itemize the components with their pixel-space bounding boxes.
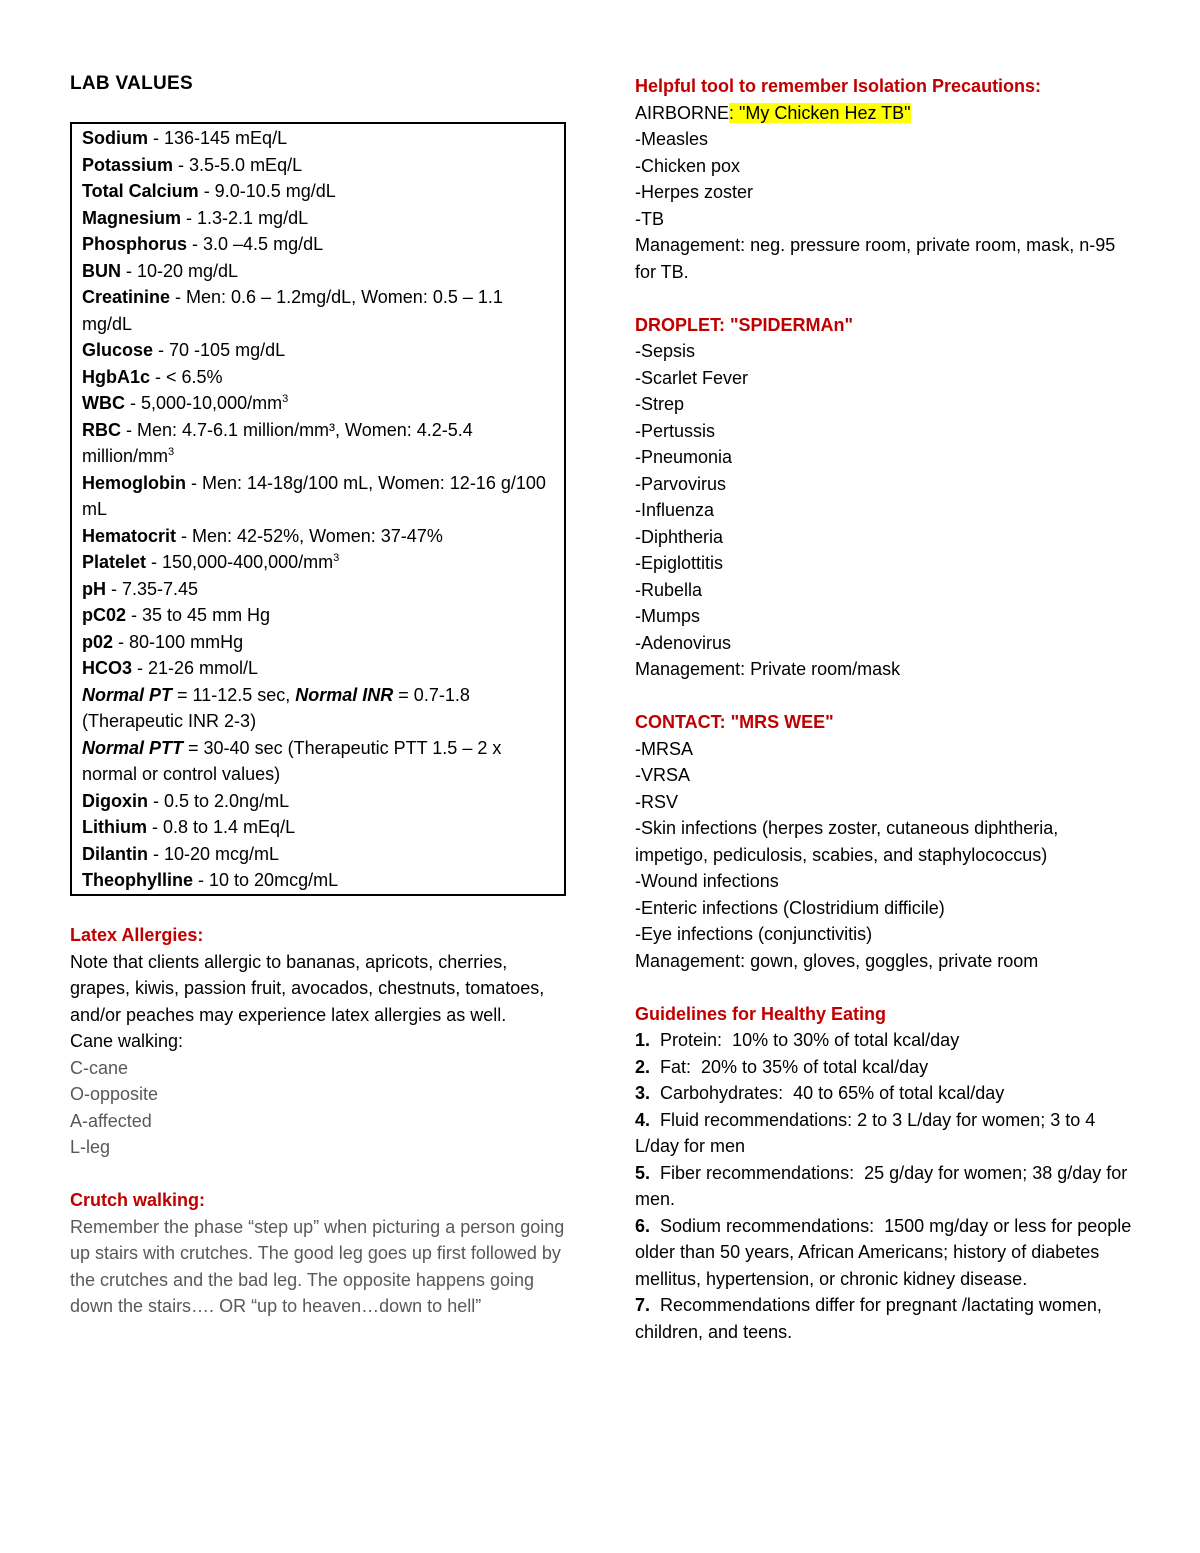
eating-item — [635, 1054, 1135, 1081]
lab-name: WBC — [82, 393, 125, 413]
airborne-item: -Herpes zoster — [635, 182, 754, 202]
eating-item — [635, 1027, 1135, 1054]
eating-item — [635, 1160, 1135, 1213]
lab-row — [82, 364, 554, 391]
lab-row — [82, 470, 554, 523]
crutch-heading: Crutch walking: — [70, 1190, 206, 1210]
eating-item-text: Recommendations differ for pregnant /lactating women, children, and teens. — [635, 1295, 1107, 1342]
lab-value: - 80-100 mmHg — [113, 631, 244, 652]
spacer — [70, 1161, 570, 1188]
eating-item-number: 6. — [635, 1215, 651, 1236]
eating-item-text: Sodium recommendations: 1500 mg/day or less for people older than 50 years, African Americans; history of diabetes mellitus, hypertension, or chronic kidney disease. — [635, 1215, 1137, 1289]
drug-row — [82, 841, 554, 868]
droplet-item: -Epiglottitis — [635, 553, 724, 573]
droplet-item: -Sepsis — [635, 341, 696, 361]
contact-management: Management: gown, gloves, goggles, private room — [635, 950, 1039, 971]
drug-value: - 0.5 to 2.0ng/mL — [148, 790, 290, 811]
spacer — [635, 285, 1135, 312]
lab-name: Hematocrit — [82, 525, 177, 546]
droplet-item: -Rubella — [635, 579, 703, 600]
eating-item-text: Fat: 20% to 35% of total kcal/day — [650, 1056, 929, 1077]
contact-heading: CONTACT: "MRS WEE" — [635, 712, 834, 732]
superscript: 3 — [168, 446, 175, 458]
crutch-text: Remember the phase “step up” when picturing a person going up stairs with crutches. The good leg goes up first followed by the crutches and the bad leg. The opposite happens going down the stairs…. OR “up to heaven…down to hell” — [70, 1216, 565, 1316]
lab-name: Creatinine — [82, 287, 171, 307]
lab-value: - 3.0 –4.5 mg/dL — [187, 234, 324, 254]
lab-row — [82, 417, 554, 470]
pt-value: = 11-12.5 sec, — [172, 684, 296, 705]
lab-name: RBC — [82, 419, 121, 440]
lab-value: - 70 -105 mg/dL — [153, 340, 286, 360]
inr-label: Normal INR — [295, 684, 394, 705]
drug-name: Lithium — [82, 817, 147, 837]
cane-item: A-affected — [70, 1110, 152, 1131]
cane-item: C-cane — [70, 1057, 129, 1078]
eating-item — [635, 1292, 1135, 1345]
left-column — [70, 70, 570, 1320]
lab-row — [82, 655, 554, 682]
latex-text: Note that clients allergic to bananas, apricots, cherries, grapes, kiwis, passion fruit, avocados, chestnuts, tomatoes, and/or peaches may experience latex allergies as well. — [70, 951, 545, 1025]
droplet-item: -Adenovirus — [635, 632, 732, 653]
droplet-item: -Pneumonia — [635, 447, 733, 467]
droplet-heading: DROPLET: "SPIDERMAn" — [635, 314, 854, 335]
drug-name: Theophylline — [82, 870, 194, 890]
droplet-item: -Scarlet Fever — [635, 367, 749, 388]
spacer — [635, 974, 1135, 1001]
airborne-item: -TB — [635, 208, 664, 229]
airborne-item: -Chicken pox — [635, 155, 741, 176]
lab-value: - 5,000-10,000/mm — [125, 393, 283, 413]
lab-name: pH — [82, 578, 106, 599]
eating-item-number: 2. — [635, 1056, 651, 1077]
lab-value: - 35 to 45 mm Hg — [126, 605, 271, 625]
lab-name: HgbA1c — [82, 366, 151, 387]
lab-value: - 3.5-5.0 mEq/L — [173, 154, 303, 175]
airborne-management: Management: neg. pressure room, private room, mask, n-95 for TB. — [635, 235, 1116, 282]
drug-name: Digoxin — [82, 790, 148, 811]
lab-name: Magnesium — [82, 207, 182, 228]
eating-item — [635, 1080, 1135, 1107]
pt-inr-row — [82, 682, 554, 735]
eating-heading: Guidelines for Healthy Eating — [635, 1003, 887, 1024]
eating-item — [635, 1107, 1135, 1160]
eating-item-text: Protein: 10% to 30% of total kcal/day — [650, 1030, 960, 1050]
cane-item: L-leg — [70, 1137, 111, 1157]
eating-item-number: 7. — [635, 1295, 651, 1315]
lab-row — [82, 576, 554, 603]
ptt-label: Normal PTT — [82, 737, 184, 758]
drug-value: - 10-20 mcg/mL — [148, 843, 280, 864]
lab-name: p02 — [82, 631, 114, 652]
droplet-item: -Strep — [635, 394, 685, 414]
lab-value: - 7.35-7.45 — [106, 578, 199, 599]
droplet-item: -Diphtheria — [635, 526, 724, 547]
contact-item: -RSV — [635, 791, 679, 812]
inr-value: = 0.7-1.8 (Therapeutic INR 2-3) — [82, 684, 470, 731]
drug-row — [82, 814, 554, 841]
lab-row — [82, 602, 554, 629]
eating-item-number: 3. — [635, 1083, 651, 1103]
ptt-value: = 30-40 sec (Therapeutic PTT 1.5 – 2 x normal or control values) — [82, 737, 502, 784]
eating-item-number: 5. — [635, 1162, 651, 1183]
pt-label: Normal PT — [82, 684, 173, 705]
lab-name: Potassium — [82, 154, 174, 175]
lab-value: - Men: 14-18g/100 mL, Women: 12-16 g/100 mL — [82, 472, 546, 519]
lab-name: Platelet — [82, 552, 147, 572]
droplet-item: -Parvovirus — [635, 473, 727, 494]
lab-row — [82, 152, 554, 179]
cane-item: O-opposite — [70, 1084, 159, 1104]
contact-item: -Wound infections — [635, 871, 779, 891]
cane-heading: Cane walking: — [70, 1031, 184, 1051]
lab-name: pC02 — [82, 605, 127, 625]
droplet-management: Management: Private room/mask — [635, 659, 901, 679]
superscript: 3 — [282, 393, 289, 405]
lab-value: - 21-26 mmol/L — [132, 658, 259, 678]
eating-item-number: 4. — [635, 1109, 651, 1130]
eating-item-text: Fiber recommendations: 25 g/day for women; 38 g/day for men. — [635, 1162, 1133, 1209]
drug-name: Dilantin — [82, 843, 148, 864]
lab-value: - Men: 4.7-6.1 million/mm³, Women: 4.2-5.4 million/mm — [82, 419, 473, 466]
lab-values-box — [70, 122, 566, 896]
lab-row — [82, 178, 554, 205]
airborne-item: -Measles — [635, 129, 709, 149]
lab-row — [82, 125, 554, 152]
latex-heading: Latex Allergies: — [70, 925, 204, 945]
lab-value: - 9.0-10.5 mg/dL — [198, 181, 336, 201]
lab-value: - Men: 42-52%, Women: 37-47% — [176, 525, 443, 546]
eating-item-text: Carbohydrates: 40 to 65% of total kcal/day — [650, 1083, 1005, 1103]
contact-item: -MRSA — [635, 738, 693, 759]
lab-row — [82, 284, 554, 337]
spacer — [70, 896, 570, 923]
airborne-mnemonic: : "My Chicken Hez TB" — [729, 102, 911, 123]
lab-value: - 1.3-2.1 mg/dL — [181, 207, 309, 228]
droplet-item: -Mumps — [635, 606, 701, 626]
contact-item: -VRSA — [635, 765, 691, 785]
drug-row — [82, 867, 554, 894]
right-column — [635, 73, 1135, 1345]
eating-item — [635, 1213, 1135, 1293]
lab-name: BUN — [82, 260, 121, 281]
lab-name: HCO3 — [82, 658, 133, 678]
lab-values-title: LAB VALUES — [70, 73, 193, 94]
lab-name: Phosphorus — [82, 234, 188, 254]
lab-value: - 10-20 mg/dL — [121, 260, 239, 281]
lab-name: Glucose — [82, 340, 154, 360]
contact-item: -Eye infections (conjunctivitis) — [635, 924, 873, 944]
superscript: 3 — [333, 552, 340, 564]
spacer — [635, 683, 1135, 710]
lab-value: - Men: 0.6 – 1.2mg/dL, Women: 0.5 – 1.1 mg/dL — [82, 287, 503, 334]
airborne-line — [635, 100, 1135, 127]
drug-row — [82, 788, 554, 815]
lab-row — [82, 549, 554, 576]
drug-value: - 10 to 20mcg/mL — [193, 870, 339, 890]
droplet-item: -Pertussis — [635, 420, 716, 441]
lab-row — [82, 523, 554, 550]
lab-name: Sodium — [82, 128, 148, 148]
lab-row — [82, 231, 554, 258]
lab-name: Hemoglobin — [82, 472, 186, 493]
airborne-label: AIRBORNE — [635, 102, 730, 123]
isolation-heading: Helpful tool to remember Isolation Precautions: — [635, 76, 1042, 96]
lab-value: - 150,000-400,000/mm — [146, 552, 334, 572]
lab-value: - 136-145 mEq/L — [148, 128, 288, 148]
drug-value: - 0.8 to 1.4 mEq/L — [147, 817, 296, 837]
ptt-row — [82, 735, 554, 788]
contact-item: -Enteric infections (Clostridium difficile) — [635, 897, 945, 918]
eating-item-text: Fluid recommendations: 2 to 3 L/day for women; 3 to 4 L/day for men — [635, 1109, 1101, 1156]
lab-row — [82, 205, 554, 232]
lab-row — [82, 337, 554, 364]
lab-row — [82, 629, 554, 656]
contact-item: -Skin infections (herpes zoster, cutaneous diphtheria, impetigo, pediculosis, scabies, and staphylococcus) — [635, 818, 1059, 865]
lab-row — [82, 258, 554, 285]
eating-item-number: 1. — [635, 1030, 651, 1050]
lab-value: - < 6.5% — [150, 366, 223, 387]
lab-name: Total Calcium — [82, 181, 199, 201]
lab-row — [82, 390, 554, 417]
droplet-item: -Influenza — [635, 500, 715, 520]
